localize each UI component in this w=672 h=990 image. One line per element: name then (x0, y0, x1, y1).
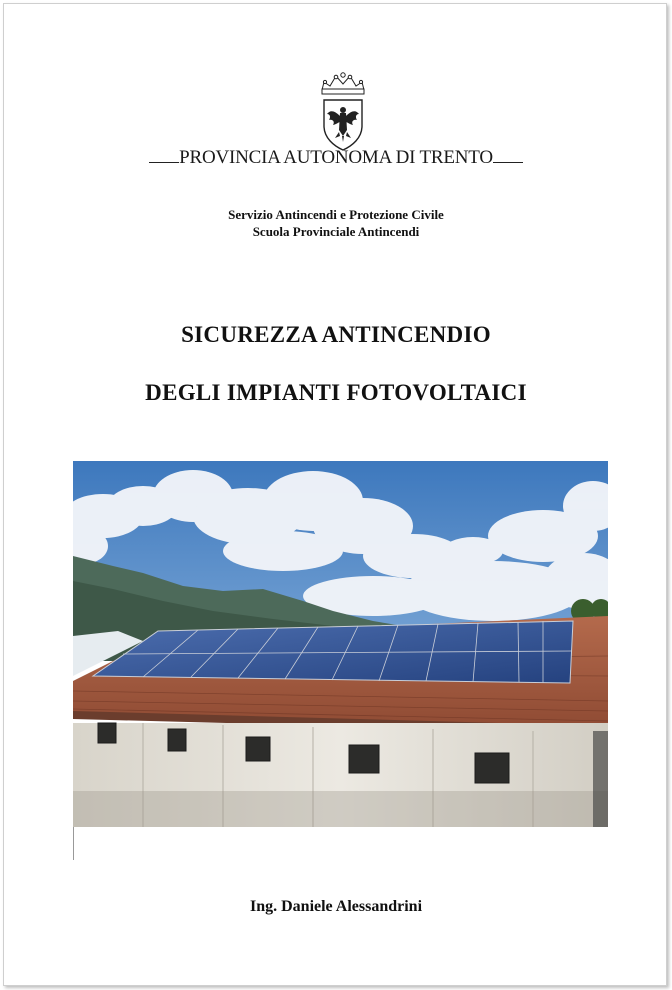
coat-of-arms-icon (316, 70, 370, 152)
document-title-line-2: DEGLI IMPIANTI FOTOVOLTAICI (145, 380, 527, 405)
document-title-line-1: SICUREZZA ANTINCENDIO (181, 322, 491, 347)
photo-edge-line (73, 827, 74, 860)
underline-right (493, 146, 523, 163)
underline-left (149, 146, 179, 163)
cover-photo (73, 461, 608, 827)
organization-name: PROVINCIA AUTONOMA DI TRENTO (179, 147, 493, 168)
crown-icon (322, 73, 364, 94)
department-line-1: Servizio Antincendi e Protezione Civile (228, 207, 444, 222)
organization-heading (0, 146, 672, 169)
department-line-2: Scuola Provinciale Antincendi (252, 224, 420, 239)
author-name: Ing. Daniele Alessandrini (249, 898, 423, 915)
department-block (0, 206, 672, 240)
